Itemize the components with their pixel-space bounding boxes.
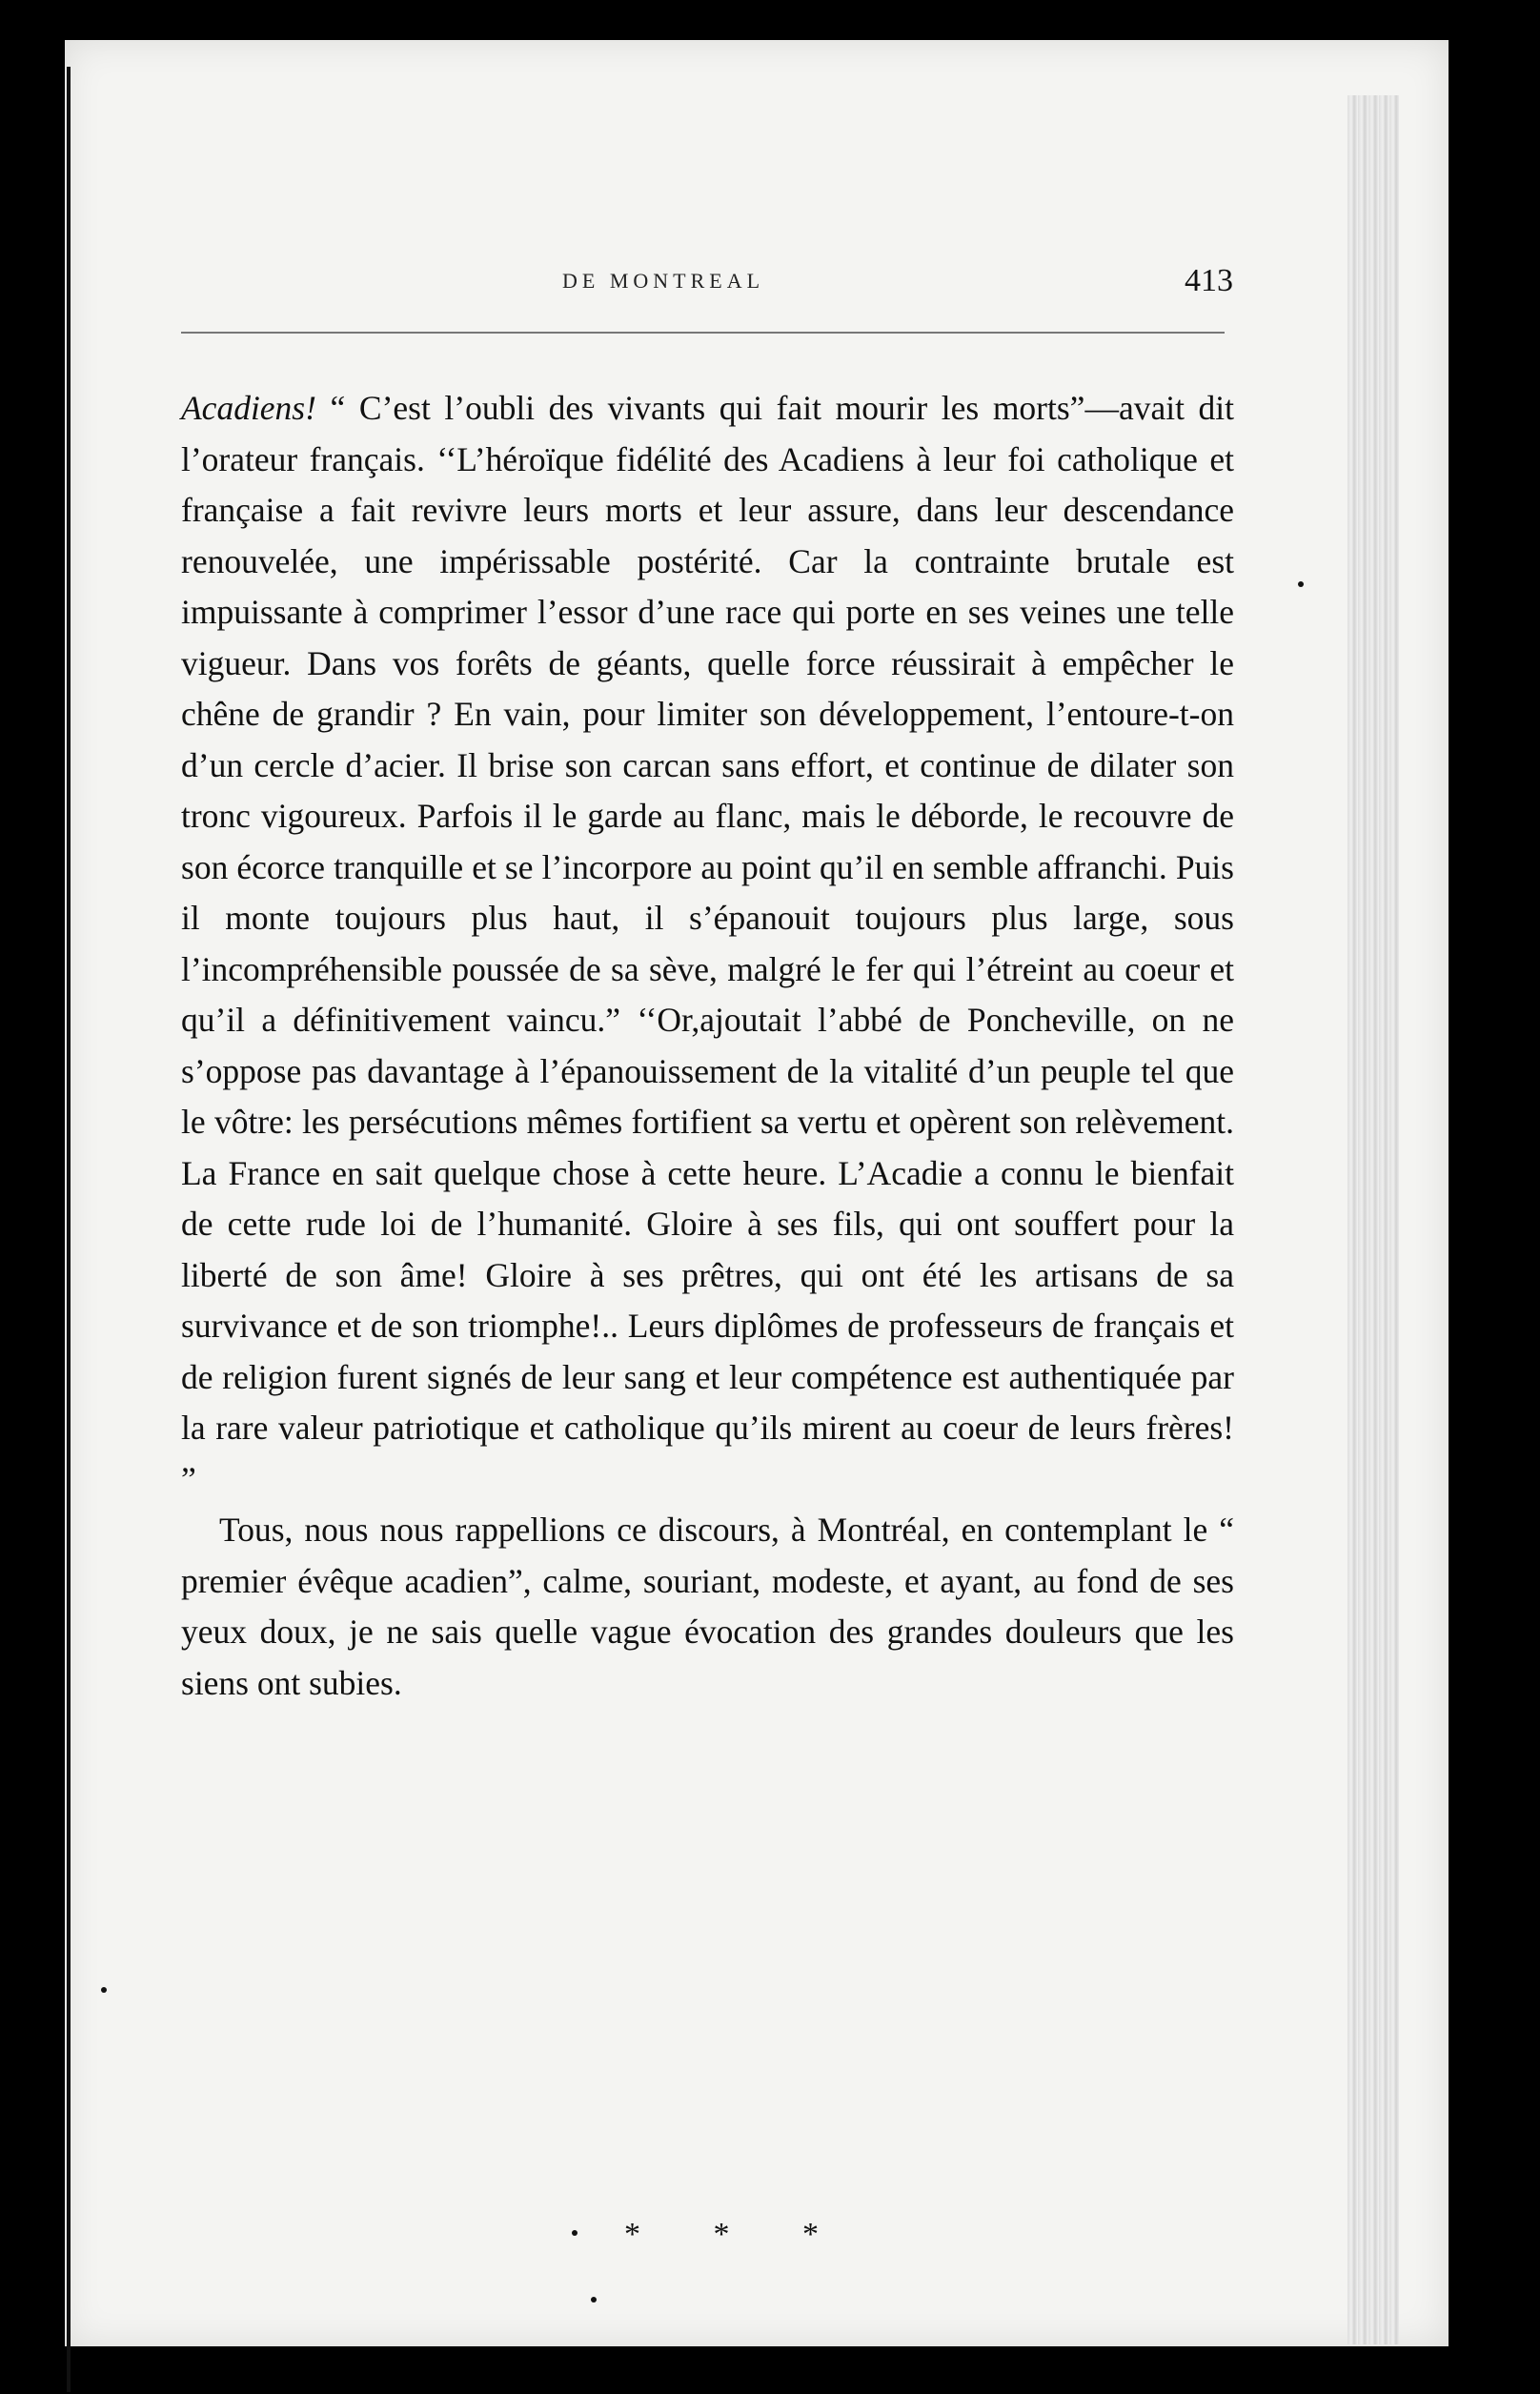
- section-ornament: * * *: [624, 2217, 851, 2252]
- page-edge-shadow: [1348, 95, 1399, 2344]
- page-header: [181, 263, 1258, 311]
- running-head: DE MONTREAL: [562, 269, 765, 293]
- body-text: [181, 383, 1234, 1709]
- paragraph-2: Tous, nous nous rappellions ce discours, à Montréal, en contemplant le “ premier évêque acadien”, calme, souriant, modeste, et ayant, au fond de ses yeux doux, je ne sais quelle vague évocation des grandes douleurs que les siens ont subies.: [181, 1511, 1234, 1702]
- scan-speck: [101, 1987, 107, 1993]
- scan-speck: [591, 2297, 597, 2303]
- header-rule: [181, 332, 1225, 334]
- scan-speck: [572, 2230, 578, 2236]
- paragraph-1: [181, 383, 1234, 1505]
- page-number: 413: [1185, 263, 1233, 298]
- paragraph-1-text: “ C’est l’oubli des vivants qui fait mourir les morts”—avait dit l’orateur français. ‘‘L’héroïque fidélité des Acadiens à leur foi catholique et française a fait revivre leurs morts et leur assure, dans leur descendance renouvelée, une impérissable postérité. Car la contrainte brutale est impuissante à comprimer l’essor d’une race qui porte en ses veines une telle vigueur. Dans vos forêts de géants, quelle force réussirait à empêcher le chêne de grandir ? En vain, pour limiter son développement, l’entoure-t-on d’un cercle d’acier. Il brise son carcan sans effort, et continue de dilater son tronc vigoureux. Parfois il le garde au flanc, mais le déborde, le recouvre de son écorce tranquille et se l’incorpore au point qu’il en semble affranchi. Puis il monte toujours plus haut, il s’épanouit toujours plus large, sous l’incompréhensible poussée de sa sève, malgré le fer qui l’étreint au coeur et qu’il a définitivement vaincu.” ‘‘Or,ajoutait l’abbé de Poncheville, on ne s’oppose pas davantage à l’épanouissement de la vitalité d’un peuple tel que le vôtre: les persécutions mêmes fortifient sa vertu et opèrent son relèvement. La France en sait quelque chose à cette heure. L’Acadie a connu le bienfait de cette rude loi de l’humanité. Gloire à ses fils, qui ont souffert pour la liberté de son âme! Gloire à ses prêtres, qui ont été les artisans de sa survivance et de son triomphe!.. Leurs diplômes de professeurs de français et de religion furent signés de leur sang et leur compétence est authentiquée par la rare valeur patriotique et catholique qu’ils mirent au coeur de leurs frères! ”: [181, 389, 1234, 1498]
- binding-line: [67, 67, 71, 2392]
- lead-italic: Acadiens!: [181, 389, 316, 427]
- scan-speck: [1298, 581, 1304, 587]
